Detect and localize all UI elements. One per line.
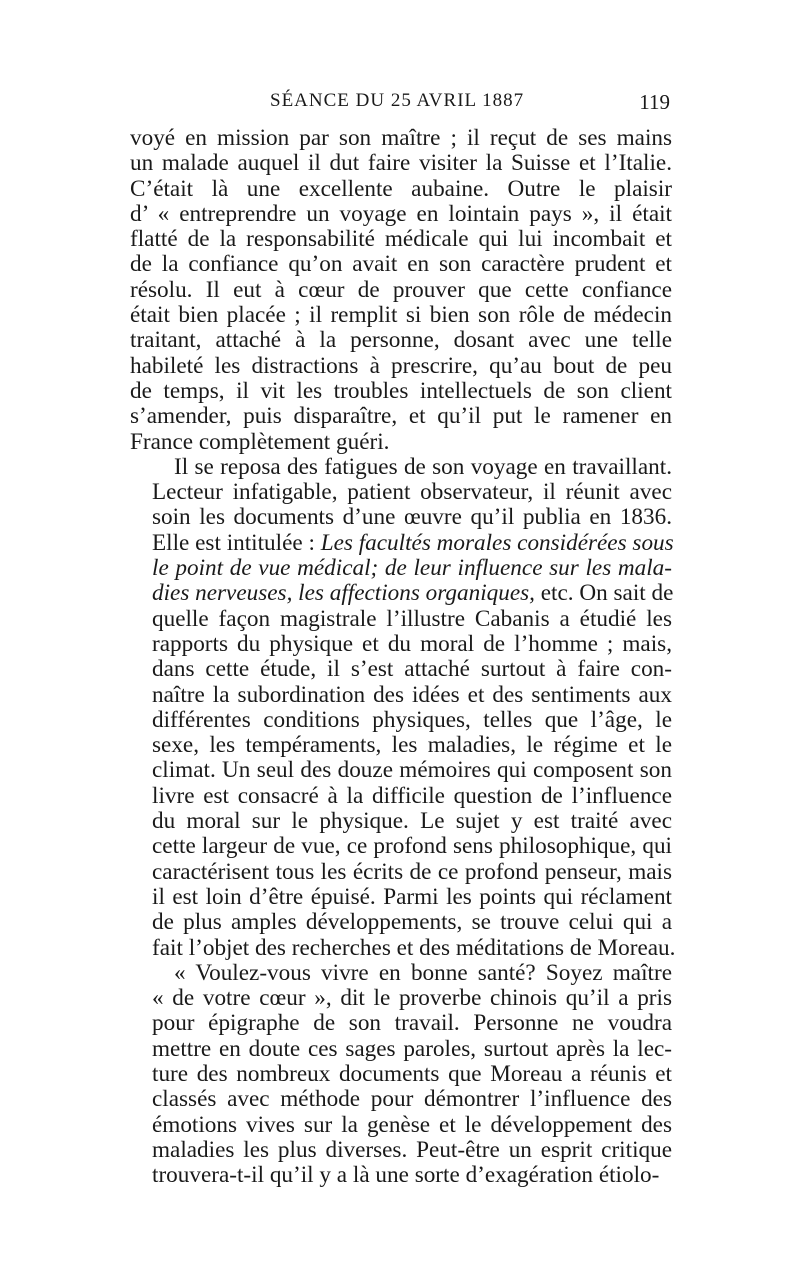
text-line: dies nerveuses, les affections organiques, etc. On sait de [152, 580, 674, 607]
text-line: s’amender, puis disparaître, et qu’il put le ramener en [130, 403, 672, 430]
page-header [130, 90, 670, 120]
text-line: « de votre cœur », dit le proverbe chinois qu’il a pris [152, 985, 672, 1012]
text-line: caractérisent tous les écrits de ce profond penseur, mais [152, 858, 672, 885]
paragraph [130, 126, 672, 455]
text-line: d’ « entreprendre un voyage en lointain pays », il était [130, 200, 672, 227]
text-line: C’était là une excellente aubaine. Outre le plaisir [130, 175, 672, 202]
paragraph [130, 453, 676, 961]
text-line: France complètement guéri. [130, 428, 390, 455]
page-number: 119 [639, 90, 670, 114]
text-line: sexe, les tempéraments, les maladies, le régime et le [152, 732, 672, 759]
text-line: dans cette étude, il s’est attaché surtout à faire con- [152, 656, 672, 683]
text-line: flatté de la responsabilité médicale qui lui incombait et [130, 226, 672, 253]
text-line: classés avec méthode pour démontrer l’influence des [152, 1086, 672, 1113]
text-line: un malade auquel il dut faire visiter la Suisse et l’Italie. [130, 150, 672, 177]
text-line: Elle est intitulée : Les facultés morales considérées sous [152, 529, 674, 556]
text-line: cette largeur de vue, ce profond sens philosophique, qui [152, 833, 672, 860]
text-line: mettre en doute ces sages paroles, surtout après la lec- [152, 1035, 672, 1062]
text-line: quelle façon magistrale l’illustre Cabanis a étudié les [152, 605, 672, 632]
text-line: émotions vives sur la genèse et le développement des [152, 1111, 672, 1138]
text-line: « Voulez-vous vivre en bonne santé? Soyez maître [174, 959, 672, 986]
paragraph [130, 961, 672, 1189]
text-line: différentes conditions physiques, telles que l’âge, le [152, 706, 672, 733]
text-line: rapports du physique et du moral de l’homme ; mais, [152, 630, 672, 657]
text-line: climat. Un seul des douze mémoires qui composent son [152, 757, 672, 784]
text-line: du moral sur le physique. Le sujet y est traité avec [152, 808, 672, 835]
text-line: était bien placée ; il remplit si bien son rôle de médecin [130, 302, 672, 329]
text-line: de temps, il vit les troubles intellectuels de son client [130, 377, 672, 404]
text-line: Lecteur infatigable, patient observateur, il réunit avec [152, 479, 672, 506]
text-line: traitant, attaché à la personne, dosant avec une telle [130, 327, 672, 354]
text-line: voyé en mission par son maître ; il reçut de ses mains [130, 125, 672, 151]
body-text [130, 125, 676, 1189]
text-line: Il se reposa des fatigues de son voyage en travaillant. [174, 453, 672, 480]
text-line: habileté les distractions à prescrire, qu’au bout de peu [130, 352, 672, 379]
text-line: maladies les plus diverses. Peut-être un esprit critique [152, 1136, 672, 1163]
text-line: il est loin d’être épuisé. Parmi les points qui réclament [152, 883, 672, 910]
text-line: naître la subordination des idées et des sentiments aux [152, 681, 672, 708]
text-line: de la confiance qu’on avait en son caractère prudent et [130, 251, 672, 278]
text-line: de plus amples développements, se trouve celui qui a [152, 909, 672, 936]
text-line: résolu. Il eut à cœur de prouver que cette confiance [130, 276, 672, 303]
text-line: le point de vue médical; de leur influence sur les mala- [152, 555, 672, 582]
text-line: ture des nombreux documents que Moreau a réunis et [152, 1060, 672, 1087]
running-head: SÉANCE DU 25 AVRIL 1887 [270, 90, 525, 111]
text-line: fait l’objet des recherches et des méditations de Moreau. [152, 934, 676, 961]
text-line: trouvera-t-il qu’il y a là une sorte d’exagération étiolo- [152, 1162, 660, 1189]
text-line: pour épigraphe de son travail. Personne ne voudra [152, 1010, 672, 1037]
text-line: soin les documents d’une œuvre qu’il publia en 1836. [152, 504, 672, 531]
text-line: livre est consacré à la difficile question de l’influence [152, 782, 672, 809]
